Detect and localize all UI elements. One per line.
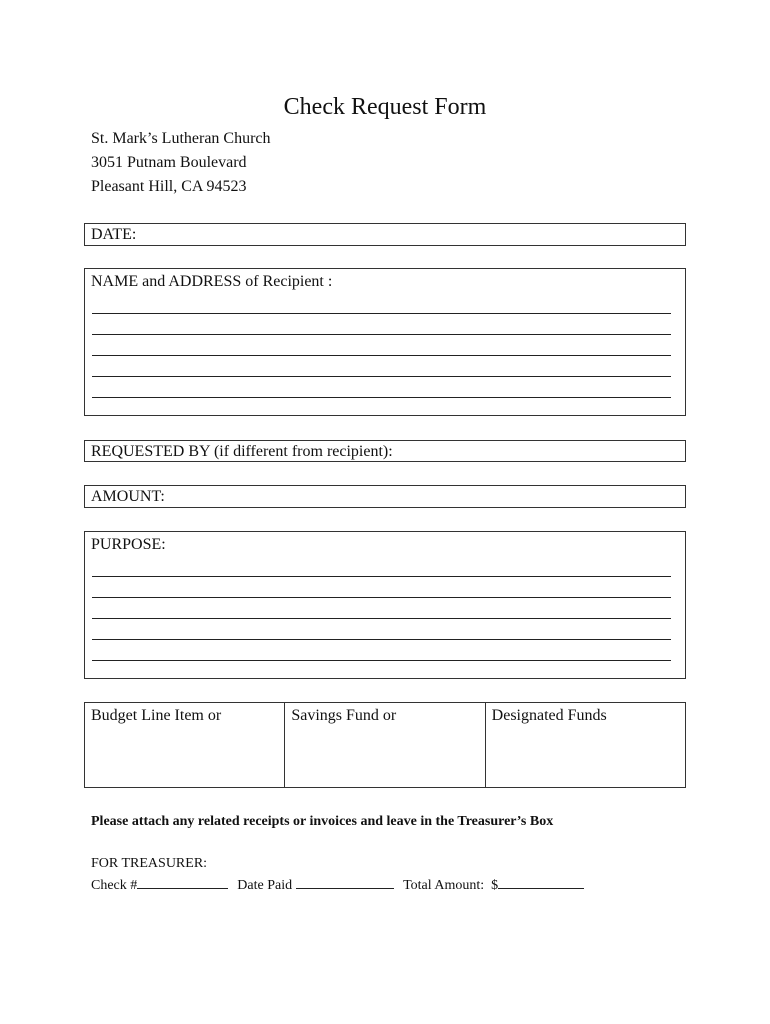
recipient-label: NAME and ADDRESS of Recipient : <box>91 273 333 290</box>
church-city: Pleasant Hill, CA 94523 <box>91 178 247 195</box>
church-address <box>91 127 271 199</box>
attach-note: Please attach any related receipts or invoices and leave in the Treasurer’s Box <box>91 814 554 829</box>
recipient-line[interactable] <box>92 293 671 314</box>
recipient-line[interactable] <box>92 335 671 356</box>
treasurer-heading: FOR TREASURER: <box>91 856 208 871</box>
recipient-line[interactable] <box>92 377 671 398</box>
designated-funds-cell[interactable] <box>485 703 685 787</box>
budget-line-label: Budget Line Item or <box>91 707 222 724</box>
recipient-line[interactable] <box>92 356 671 377</box>
purpose-line[interactable] <box>92 619 671 640</box>
savings-fund-label: Savings Fund or <box>291 707 397 724</box>
total-amount-label: Total Amount: $ <box>403 878 499 893</box>
funds-table <box>84 702 686 788</box>
savings-fund-cell[interactable] <box>284 703 484 787</box>
requested-by-field-box[interactable] <box>84 440 686 462</box>
amount-label: AMOUNT: <box>91 488 165 505</box>
treasurer-fields <box>91 874 593 896</box>
recipient-field-box[interactable] <box>84 268 686 416</box>
purpose-lines <box>85 554 685 661</box>
recipient-line[interactable] <box>92 314 671 335</box>
purpose-field-box[interactable] <box>84 531 686 679</box>
budget-line-cell[interactable] <box>85 703 284 787</box>
church-name: St. Mark’s Lutheran Church <box>91 130 271 147</box>
date-field-box[interactable] <box>84 223 686 246</box>
designated-funds-label: Designated Funds <box>491 707 607 724</box>
form-title: Check Request Form <box>283 94 487 120</box>
date-paid-field[interactable] <box>296 874 394 889</box>
church-street: 3051 Putnam Boulevard <box>91 154 247 171</box>
date-label: DATE: <box>91 226 137 243</box>
date-paid-label: Date Paid <box>237 878 293 893</box>
amount-field-box[interactable] <box>84 485 686 508</box>
check-number-field[interactable] <box>137 874 228 889</box>
purpose-line[interactable] <box>92 577 671 598</box>
purpose-label: PURPOSE: <box>91 536 166 553</box>
requested-by-label: REQUESTED BY (if different from recipient): <box>91 443 393 460</box>
total-amount-field[interactable] <box>498 874 584 889</box>
recipient-lines <box>85 291 685 398</box>
purpose-line[interactable] <box>92 640 671 661</box>
check-number-label: Check # <box>91 878 138 893</box>
purpose-line[interactable] <box>92 598 671 619</box>
treasurer-section <box>91 853 593 896</box>
purpose-line[interactable] <box>92 556 671 577</box>
